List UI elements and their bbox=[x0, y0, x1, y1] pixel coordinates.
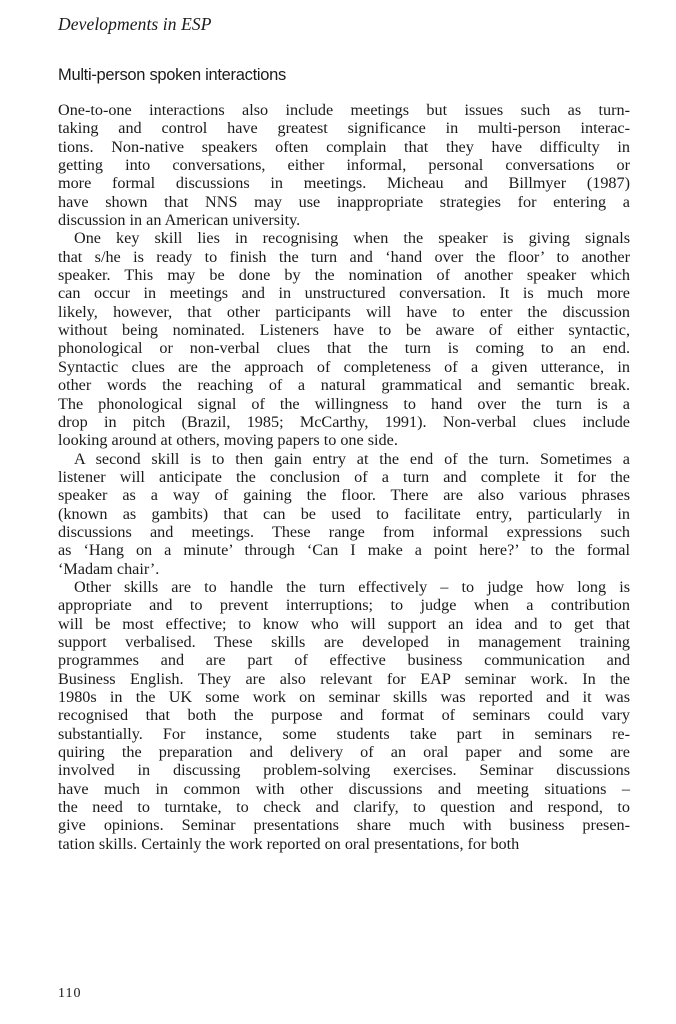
text-line: as ‘Hang on a minute’ through ‘Can I make a point here?’ to the formal bbox=[58, 541, 630, 560]
text-line: looking around at others, moving papers to one side. bbox=[58, 431, 398, 450]
text-line: speaker as a way of gaining the floor. There are also various phrases bbox=[58, 486, 630, 505]
text-line: tation skills. Certainly the work reported on oral presentations, for both bbox=[58, 834, 520, 853]
text-line: speaker. This may be done by the nomination of another speaker which bbox=[58, 266, 630, 285]
text-line: A second skill is to then gain entry at the end of the turn. Sometimes a bbox=[74, 449, 630, 468]
section-heading: Multi-person spoken interactions bbox=[58, 66, 286, 84]
text-line: will be most effective; to know who will support an idea and to get that bbox=[58, 614, 630, 633]
text-line: discussions and meetings. These range from informal expressions such bbox=[58, 522, 630, 541]
text-line: One-to-one interactions also include meetings but issues such as turn- bbox=[58, 101, 630, 119]
text-line: that s/he is ready to finish the turn and ‘hand over the floor’ to another bbox=[58, 247, 630, 266]
text-line: involved in discussing problem-solving exercises. Seminar discussions bbox=[58, 761, 630, 780]
text-line: taking and control have greatest significance in multi-person interac- bbox=[58, 119, 630, 138]
text-line: ‘Madam chair’. bbox=[58, 559, 160, 578]
text-line: Business English. They are also relevant for EAP seminar work. In the bbox=[58, 669, 630, 688]
text-line: substantially. For instance, some students take part in seminars re- bbox=[58, 724, 630, 743]
text-line: appropriate and to prevent interruptions; to judge when a contribution bbox=[58, 596, 630, 615]
text-line: programmes and are part of effective business communication and bbox=[58, 651, 630, 670]
paragraph-4 bbox=[58, 578, 630, 853]
text-line: the need to turntake, to check and clarify, to question and respond, to bbox=[58, 798, 630, 817]
text-line: have much in common with other discussions and meeting situations – bbox=[58, 779, 630, 798]
text-line: listener will anticipate the conclusion of a turn and complete it for the bbox=[58, 467, 630, 486]
text-line: drop in pitch (Brazil, 1985; McCarthy, 1991). Non-verbal clues include bbox=[58, 412, 630, 431]
text-line: getting into conversations, either informal, personal conversations or bbox=[58, 156, 630, 175]
text-line: can occur in meetings and in unstructured conversation. It is much more bbox=[58, 284, 630, 303]
text-line: give opinions. Seminar presentations share much with business presen- bbox=[58, 816, 630, 835]
page-number: 110 bbox=[58, 986, 82, 1001]
text-line: (known as gambits) that can be used to facilitate entry, particularly in bbox=[58, 504, 630, 523]
text-line: have shown that NNS may use inappropriate strategies for entering a bbox=[58, 192, 630, 211]
paragraph-2 bbox=[58, 229, 630, 449]
text-line: quiring the preparation and delivery of an oral paper and some are bbox=[58, 743, 630, 762]
text-line: Syntactic clues are the approach of completeness of a given utterance, in bbox=[58, 357, 630, 376]
text-line: without being nominated. Listeners have to be aware of either syntactic, bbox=[58, 321, 630, 340]
text-line: 1980s in the UK some work on seminar skills was reported and it was bbox=[58, 688, 630, 706]
text-line: The phonological signal of the willingness to hand over the turn is a bbox=[58, 394, 630, 413]
text-line: discussion in an American university. bbox=[58, 211, 301, 230]
text-line: tions. Non-native speakers often complain that they have difficulty in bbox=[58, 137, 630, 156]
paragraph-1 bbox=[58, 101, 630, 229]
paragraph-3 bbox=[58, 450, 630, 578]
text-line: phonological or non-verbal clues that the turn is coming to an end. bbox=[58, 339, 630, 358]
running-head: Developments in ESP bbox=[58, 14, 212, 34]
text-line: other words the reaching of a natural grammatical and semantic break. bbox=[58, 376, 630, 395]
text-line: support verbalised. These skills are developed in management training bbox=[58, 632, 630, 651]
body-text bbox=[58, 101, 630, 853]
text-line: likely, however, that other participants will have to enter the discussion bbox=[58, 302, 630, 321]
text-line: Other skills are to handle the turn effectively – to judge how long is bbox=[74, 577, 630, 596]
text-line: One key skill lies in recognising when the speaker is giving signals bbox=[74, 229, 630, 248]
text-line: recognised that both the purpose and format of seminars could vary bbox=[58, 706, 630, 725]
text-line: more formal discussions in meetings. Micheau and Billmyer (1987) bbox=[58, 174, 630, 193]
